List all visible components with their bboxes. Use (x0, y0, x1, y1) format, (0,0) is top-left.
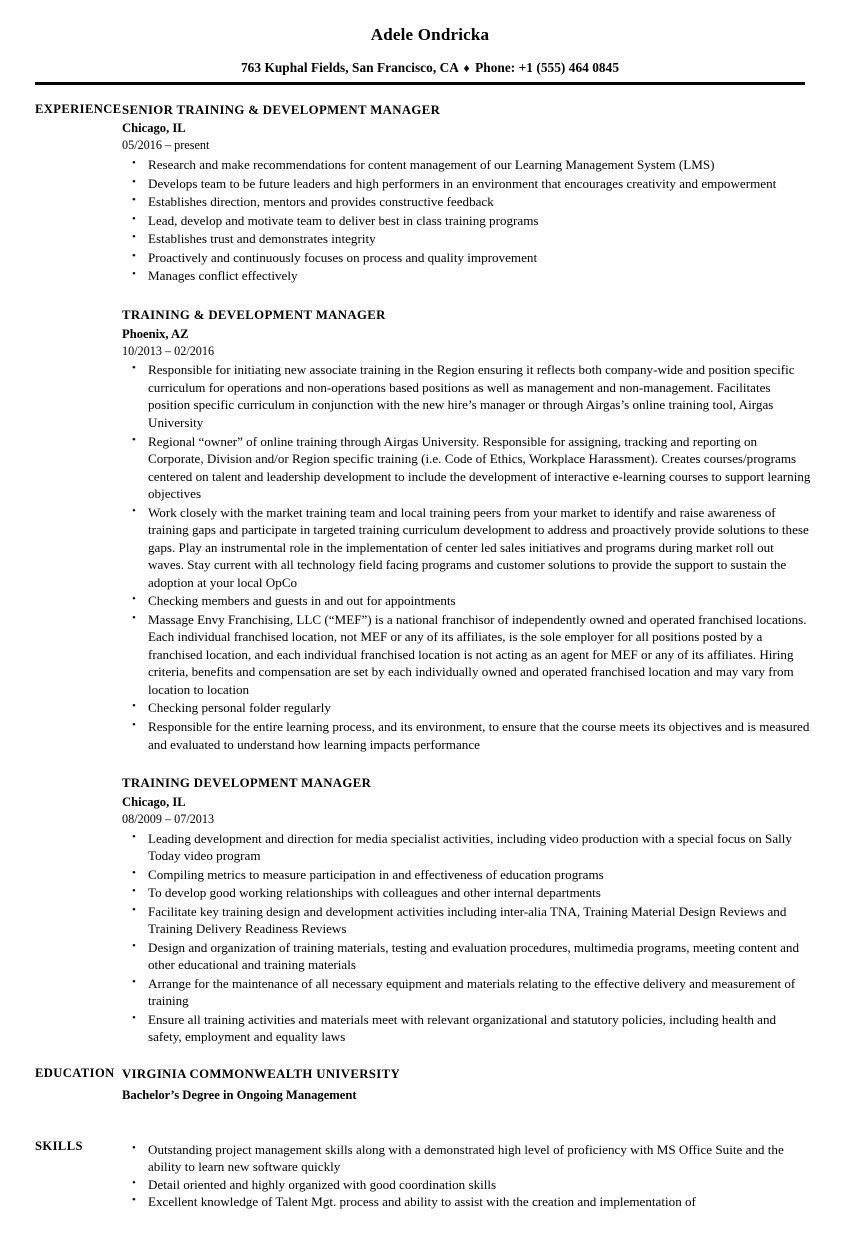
header-divider (35, 82, 805, 85)
education-school: VIRGINIA COMMONWEALTH UNIVERSITY (122, 1066, 401, 1081)
job-bullet: • Leading development and direction for media specialist activities, including video production with a special focus on Sally Today video program (122, 830, 812, 865)
section-label-education: EDUCATION (35, 1065, 115, 1080)
job-bullet: • Design and organization of training materials, testing and evaluation procedures, multimedia programs, meeting content and other educational and training materials (122, 939, 812, 974)
job-bullet: • Work closely with the market training team and local training peers from your market to identify and raise awareness of training gaps and participate in targeted training curriculum development to address and proactively provide solutions to these gaps. Play an instrumental role in the implementation of center led sales initiatives and programs during market roll out waves. Stay current with all technology field facing programs and customer solutions to provide the support to sustain the adoption at your local OpCo (122, 504, 812, 592)
section-experience (0, 102, 860, 1046)
resume-content (0, 102, 860, 1211)
job-bullet: • Responsible for initiating new associate training in the Region ensuring it reflects both company-wide and position specific curriculum for operations and non-operations based positions as well as management and non-management. Facilitates position specific curriculum in conjunction with the new hire’s manager or through Airgas’s online training tool, Airgas University (122, 361, 812, 431)
job-bullet: • Compiling metrics to measure participation in and effectiveness of education programs (122, 866, 812, 884)
contact-line (0, 60, 860, 76)
job-bullet-list (122, 156, 812, 285)
education-degree: Bachelor’s Degree in Ongoing Management (122, 1087, 357, 1102)
job-bullet: • Ensure all training activities and materials meet with relevant organizational and statutory policies, including health and safety, employment and equality laws (122, 1011, 812, 1046)
experience-entry (122, 775, 812, 1046)
skills-bullet-list (122, 1141, 812, 1211)
job-bullet: • Proactively and continuously focuses on process and quality improvement (122, 249, 812, 267)
section-label-experience: EXPERIENCE (35, 101, 122, 116)
contact-address: 763 Kuphal Fields, San Francisco, CA (240, 59, 459, 75)
job-bullet: • Responsible for the entire learning process, and its environment, to ensure that the course meets its objectives and is measured and evaluated to understand how learning impacts performance (122, 718, 812, 753)
job-title: SENIOR TRAINING & DEVELOPMENT MANAGER (122, 102, 441, 117)
resume-header (0, 0, 860, 85)
job-bullet: • Facilitate key training design and development activities including inter-alia TNA, Training Material Design Reviews and Training Delivery Readiness Reviews (122, 903, 812, 938)
job-bullet: • Arrange for the maintenance of all necessary equipment and materials relating to the effective delivery and measurement of training (122, 975, 812, 1010)
candidate-name: Adele Ondricka (370, 25, 490, 44)
job-bullet: • To develop good working relationships with colleagues and other internal departments (122, 884, 812, 902)
job-bullet: • Research and make recommendations for content management of our Learning Management System (LMS) (122, 156, 812, 174)
job-dates: 10/2013 – 02/2016 (122, 343, 215, 358)
section-label-skills: SKILLS (35, 1138, 83, 1153)
job-bullet: • Establishes direction, mentors and provides constructive feedback (122, 193, 812, 211)
job-bullet-list (122, 361, 812, 753)
job-bullet: • Checking members and guests in and out for appointments (122, 592, 812, 610)
job-bullet: • Lead, develop and motivate team to deliver best in class training programs (122, 212, 812, 230)
job-location: Phoenix, AZ (122, 326, 189, 341)
job-bullet: • Checking personal folder regularly (122, 699, 812, 717)
skill-bullet: • Detail oriented and highly organized with good coordination skills (122, 1176, 812, 1194)
skill-bullet: • Excellent knowledge of Talent Mgt. process and ability to assist with the creation and implementation of (122, 1193, 812, 1211)
job-bullet: • Regional “owner” of online training through Airgas University. Responsible for assigning, tracking and reporting on Corporate, Division and/or Region specific training (i.e. Code of Ethics, Workplace Harassment). Creates courses/programs centered on talent and leadership development to include the development of interactive e-learning courses to support learning objectives (122, 433, 812, 503)
job-bullet: • Establishes trust and demonstrates integrity (122, 230, 812, 248)
job-location: Chicago, IL (122, 794, 186, 809)
skills-body (122, 1139, 860, 1211)
education-body (122, 1066, 860, 1104)
job-title: TRAINING DEVELOPMENT MANAGER (122, 776, 372, 791)
experience-body (122, 102, 860, 1046)
job-title: TRAINING & DEVELOPMENT MANAGER (122, 307, 386, 322)
job-bullet: • Develops team to be future leaders and high performers in an environment that encourages creativity and empowerment (122, 175, 812, 193)
job-dates: 05/2016 – present (122, 138, 210, 153)
job-dates: 08/2009 – 07/2013 (122, 811, 215, 826)
job-location: Chicago, IL (122, 121, 186, 136)
job-bullet: • Manages conflict effectively (122, 267, 812, 285)
diamond-separator-icon: ♦ (463, 60, 470, 75)
section-education (0, 1066, 860, 1104)
experience-entry (122, 102, 812, 285)
job-bullet-list (122, 830, 812, 1046)
job-bullet: • Massage Envy Franchising, LLC (“MEF”) is a national franchisor of independently owned and operated franchised locations. Each individual franchised location, not MEF or any of its affiliates, is the sole employer for all positions posted by a franchised location, and each individual franchised location is not acting as an agent for MEF or any of its affiliates. Hiring criteria, benefits and compensation are set by each individually owned and operated franchised location and may vary from location to location (122, 611, 812, 699)
experience-entry (122, 307, 812, 753)
skill-bullet: • Outstanding project management skills along with a demonstrated high level of proficiency with MS Office Suite and the ability to learn new software quickly (122, 1141, 812, 1176)
section-skills (0, 1139, 860, 1211)
contact-phone: Phone: +1 (555) 464 0845 (475, 59, 620, 75)
